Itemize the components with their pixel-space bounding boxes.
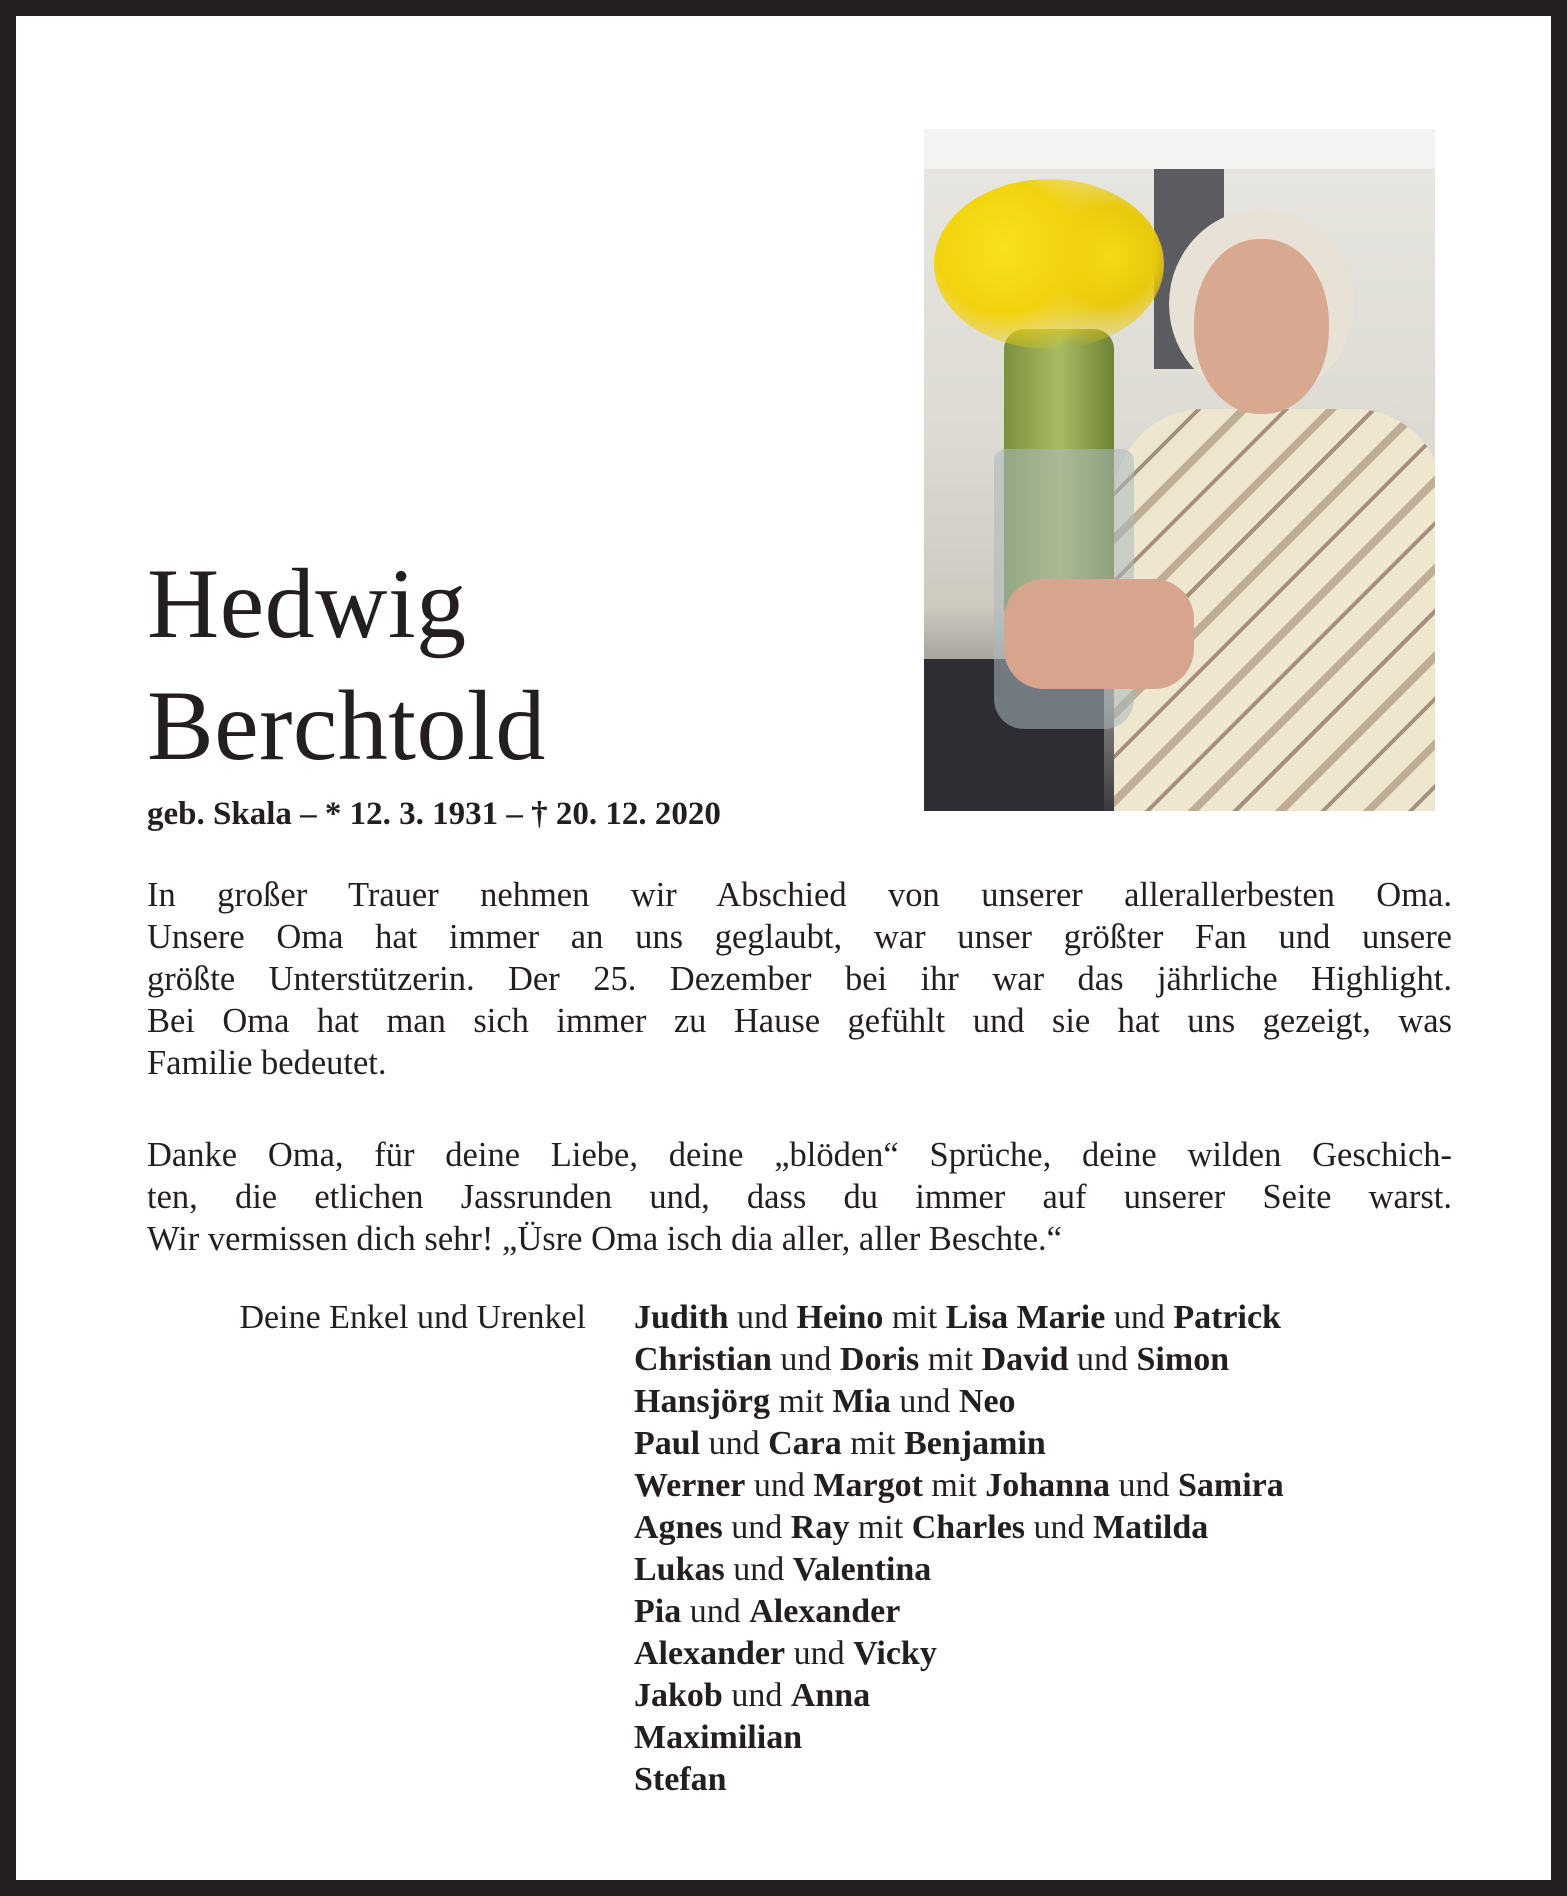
connector-word: und [1105, 1299, 1174, 1336]
signature-label: Deine Enkel und Urenkel [239, 1299, 586, 1336]
connector-word: und [728, 1299, 797, 1336]
obituary-page [16, 16, 1551, 1880]
mourner-name: Jakob [634, 1677, 723, 1714]
mourner-name: Agnes [634, 1509, 723, 1546]
mourners-list [634, 1297, 1284, 1801]
connector-word: und [1068, 1341, 1137, 1378]
mourner-name: Ray [790, 1509, 850, 1546]
connector-word: und [724, 1551, 793, 1588]
mourners-line [634, 1675, 1284, 1717]
photo-hands [1004, 579, 1194, 689]
paragraph-1 [147, 874, 1452, 1084]
connector-word: mit [849, 1509, 912, 1546]
paragraph-2 [147, 1134, 1452, 1260]
text-line: Bei Oma hat man sich immer zu Hause gefühlt und sie hat uns gezeigt, was [147, 1002, 1452, 1040]
last-name: Berchtold [147, 670, 546, 781]
first-name: Hedwig [147, 548, 467, 659]
connector-word: mit [919, 1341, 982, 1378]
connector-word: mit [922, 1467, 986, 1504]
text-line: ten, die etlichen Jassrunden und, dass du immer auf unserer Seite warst. [147, 1178, 1452, 1216]
text-line: Wir vermissen dich sehr! „Üsre Oma isch dia aller, aller Beschte.“ [147, 1220, 1062, 1258]
mourner-name: Johanna [985, 1467, 1110, 1504]
mourner-name: Simon [1136, 1341, 1230, 1378]
mourner-name: Charles [911, 1509, 1026, 1546]
mourner-name: Margot [813, 1467, 923, 1504]
mourners-line [634, 1507, 1284, 1549]
connector-word: mit [841, 1425, 905, 1462]
text-line: größte Unterstützerin. Der 25. Dezember bei ihr war das jährliche Highlight. [147, 960, 1452, 998]
connector-word: und [745, 1467, 814, 1504]
mourners-line [634, 1549, 1284, 1591]
life-dates: geb. Skala – * 12. 3. 1931 – † 20. 12. 2020 [147, 796, 721, 832]
photo-face [1194, 239, 1329, 414]
mourner-name: Heino [796, 1299, 884, 1336]
mourners-line [634, 1759, 1284, 1801]
connector-word: und [681, 1593, 750, 1630]
mourners-line [634, 1339, 1284, 1381]
mourner-name: Maximilian [634, 1719, 803, 1756]
mourners-line [634, 1297, 1284, 1339]
mourner-name: Stefan [634, 1761, 727, 1798]
mourner-name: Patrick [1173, 1299, 1281, 1336]
text-line: Familie bedeutet. [147, 1044, 387, 1082]
mourner-name: Matilda [1093, 1509, 1209, 1546]
mourners-line [634, 1633, 1284, 1675]
mourner-name: Valentina [792, 1551, 932, 1588]
mourner-name: David [981, 1341, 1069, 1378]
mourner-name: Neo [958, 1383, 1016, 1420]
mourner-name: Mia [832, 1383, 891, 1420]
photo-daffodils [934, 179, 1164, 349]
mourner-name: Doris [839, 1341, 920, 1378]
photo-ceiling [924, 129, 1435, 169]
connector-word: und [1025, 1509, 1094, 1546]
connector-word: und [722, 1677, 791, 1714]
mourner-name: Samira [1178, 1467, 1284, 1504]
connector-word: und [1110, 1467, 1178, 1504]
connector-word: und [785, 1635, 854, 1672]
mourners-line [634, 1423, 1284, 1465]
text-line: In großer Trauer nehmen wir Abschied von unserer allerallerbesten Oma. [147, 876, 1452, 914]
connector-word: und [722, 1509, 791, 1546]
mourners-line [634, 1381, 1284, 1423]
text-line: Danke Oma, für deine Liebe, deine „blöden“ Sprüche, deine wilden Geschich- [147, 1136, 1452, 1174]
mourner-name: Cara [768, 1425, 842, 1462]
connector-word: und [700, 1425, 769, 1462]
connector-word: und [890, 1383, 959, 1420]
mourners-line [634, 1465, 1284, 1507]
text-line: Unsere Oma hat immer an uns geglaubt, war unser größter Fan und unsere [147, 918, 1452, 956]
mourner-name: Paul [634, 1425, 701, 1462]
mourners-line [634, 1591, 1284, 1633]
mourner-name: Lisa Marie [945, 1299, 1106, 1336]
mourner-name: Lukas [634, 1551, 725, 1588]
connector-word: und [771, 1341, 840, 1378]
connector-word: mit [770, 1383, 833, 1420]
mourner-name: Alexander [634, 1635, 786, 1672]
connector-word: mit [883, 1299, 946, 1336]
mourner-name: Anna [790, 1677, 871, 1714]
mourner-name: Pia [634, 1593, 682, 1630]
mourner-name: Christian [634, 1341, 772, 1378]
mourner-name: Benjamin [904, 1425, 1046, 1462]
mourner-name: Vicky [853, 1635, 937, 1672]
portrait-photo [924, 129, 1435, 811]
mourner-name: Werner [634, 1467, 746, 1504]
mourner-name: Alexander [749, 1593, 901, 1630]
mourners-line [634, 1717, 1284, 1759]
mourner-name: Judith [634, 1299, 729, 1336]
mourner-name: Hansjörg [634, 1383, 770, 1420]
